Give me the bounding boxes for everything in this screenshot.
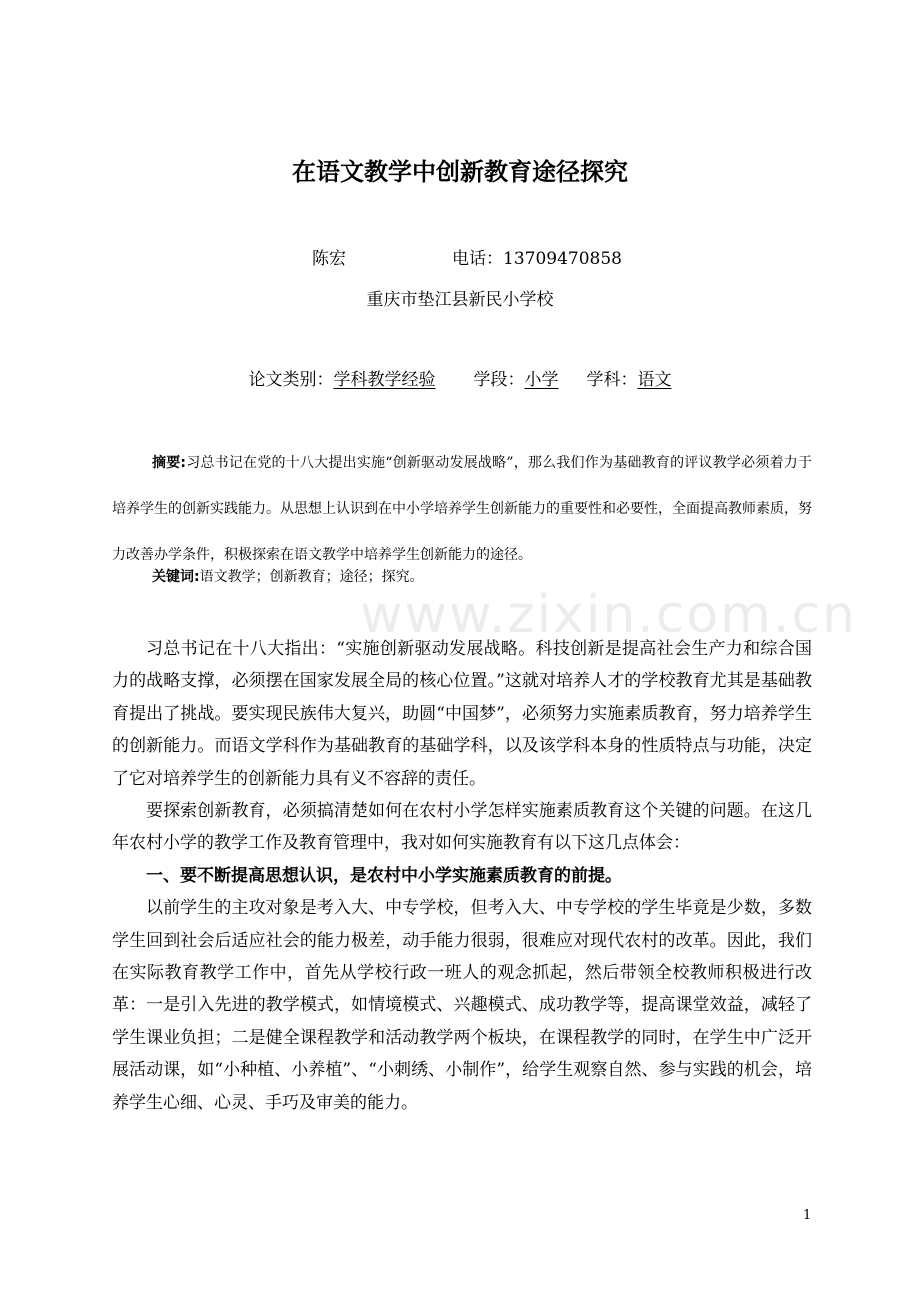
section-heading: 一、要不断提高思想认识，是农村中小学实施素质教育的前提。 — [146, 865, 622, 886]
watermark: www.zixin.com.cn — [360, 585, 857, 645]
body-paragraph: 习总书记在十八大指出：“实施创新驱动发展战略。科技创新是提高社会生产力和综合国力的战略支撑，必须摆在国家发展全局的核心位置。”这就对培养人才的学校教育尤其是基础教育提出了挑战。要实现民族伟大复兴，助圆“中国梦”，必须努力实施素质教育，努力培养学生的创新能力。而语文学科作为基础教育的基础学科，以及该学科本身的性质特点与功能，决定了它对培养学生的创新能力具有义不容辞的责任。 — [112, 639, 812, 789]
author-name: 陈宏 — [312, 249, 346, 269]
author-phone: 电话：13709470858 — [452, 249, 622, 269]
body-text — [112, 633, 812, 1119]
keywords-text: 语文教学；创新教育；途径；探究。 — [199, 569, 424, 585]
keywords-line — [152, 566, 424, 586]
paper-category-line — [0, 365, 920, 390]
category-subject-label: 学科： — [586, 370, 638, 390]
body-paragraph: 以前学生的主攻对象是考入大、中专学校，但考入大、中专学校的学生毕竟是少数，多数学生回到社会后适应社会的能力极差，动手能力很弱，很难应对现代农村的改革。因此，我们在实际教育教学工作中，首先从学校行政一班人的观念抓起，然后带领全校教师积极进行改革：一是引入先进的教学模式，如情境模式、兴趣模式、成功教学等，提高课堂效益，减轻了学生课业负担；二是健全课程教学和活动教学两个板块，在课程教学的同时，在学生中广泛开展活动课，如“小种植、小养植”、“小刺绣、小制作”，给学生观察自然、参与实践的机会，培养学生心细、心灵、手巧及审美的能力。 — [112, 898, 812, 1113]
abstract-paragraph — [112, 440, 812, 578]
category-stage-label: 学段： — [473, 370, 525, 390]
category-subject-value: 语文 — [637, 370, 672, 390]
paper-title: 在语文教学中创新教育途径探究 — [292, 158, 628, 186]
category-type-value: 学科教学经验 — [333, 370, 436, 390]
abstract-text: 习总书记在党的十八大提出实施“创新驱动发展战略”，那么我们作为基础教育的评议教学必须着力于培养学生的创新实践能力。从思想上认识到在中小学培养学生创新能力的重要性和必要性，全面提高教师素质，努力改善办学条件，积极探索在语文教学中培养学生创新能力的途径。 — [112, 455, 812, 563]
category-type-label: 论文类别： — [248, 370, 334, 390]
keywords-label: 关键词: — [152, 569, 200, 585]
abstract-label: 摘要: — [152, 455, 187, 471]
body-paragraph: 要探索创新教育，必须搞清楚如何在农村小学怎样实施素质教育这个关键的问题。在这几年农村小学的教学工作及教育管理中，我对如何实施教育有以下这几点体会： — [112, 801, 812, 854]
page-number: 1 — [803, 1208, 812, 1223]
category-stage-value: 小学 — [524, 370, 559, 390]
author-line — [0, 244, 920, 270]
author-school: 重庆市垫江县新民小学校 — [366, 290, 554, 310]
